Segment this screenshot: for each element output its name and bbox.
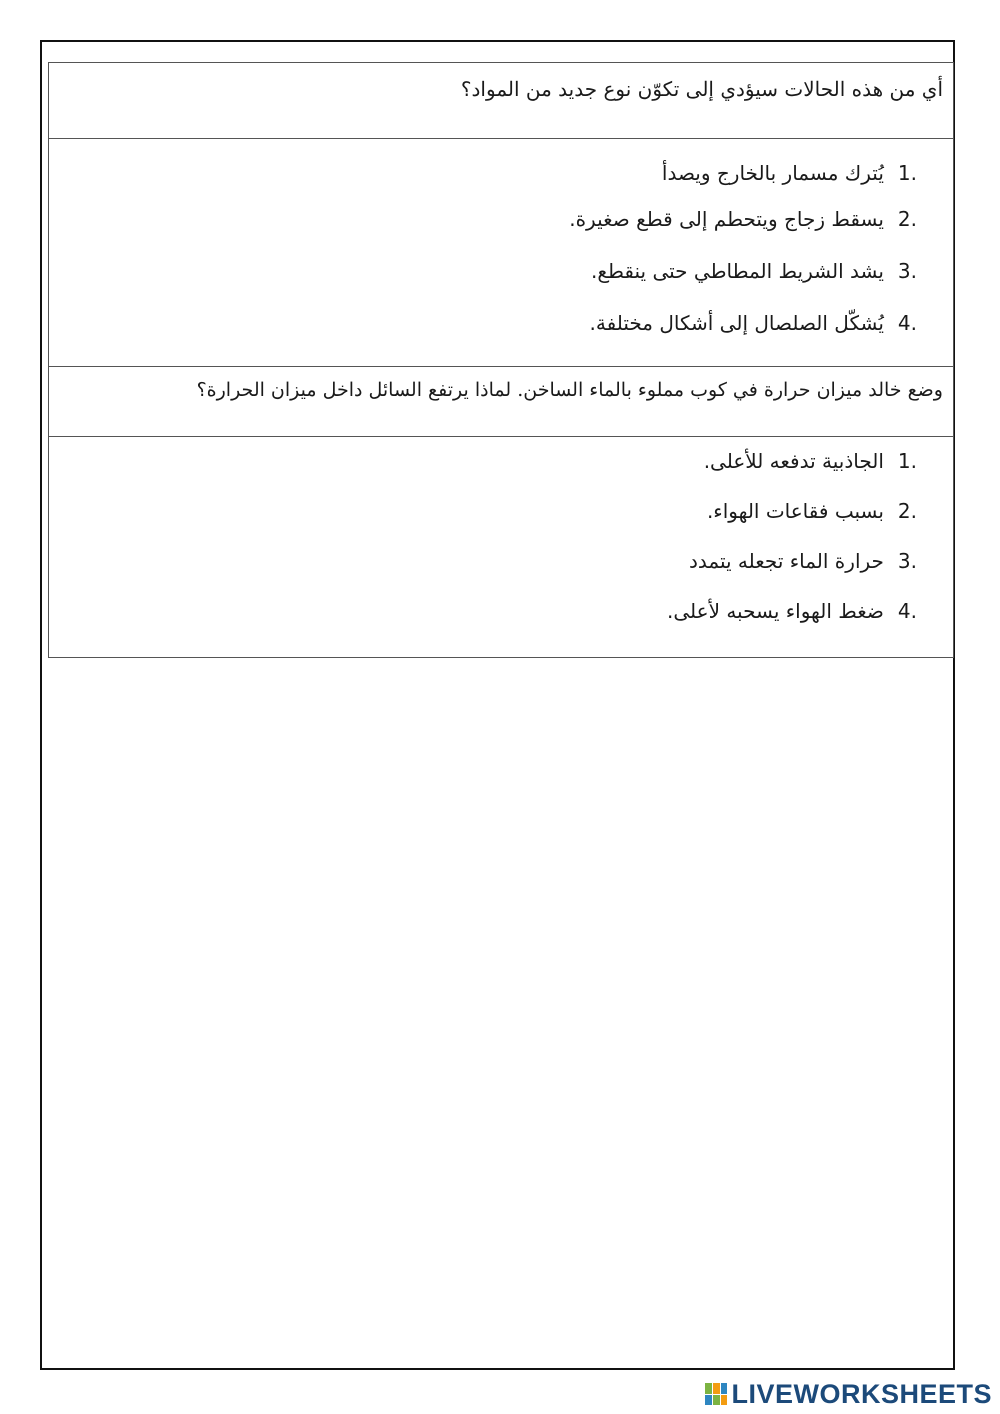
option-number: 4. — [897, 599, 917, 623]
question-1-text: أي من هذه الحالات سيؤدي إلى تكوّن نوع جديد من المواد؟ — [460, 77, 943, 101]
question-1-options — [48, 138, 954, 366]
option-label: الجاذبية تدفعه للأعلى. — [703, 449, 884, 473]
option-number: 1. — [897, 449, 917, 473]
option-label: حرارة الماء تجعله يتمدد — [688, 549, 884, 573]
question-1-box — [48, 62, 954, 138]
option-1-4[interactable] — [590, 311, 918, 335]
logo-text: LIVEWORKSHEETS — [731, 1378, 992, 1409]
option-label: بسبب فقاعات الهواء. — [706, 499, 884, 523]
option-1-1[interactable] — [662, 161, 917, 185]
liveworksheets-logo[interactable] — [705, 1378, 992, 1410]
option-2-1[interactable] — [704, 449, 917, 473]
option-1-3[interactable] — [591, 259, 917, 283]
liveworksheets-icon — [705, 1383, 727, 1405]
option-2-2[interactable] — [707, 499, 917, 523]
option-label: يُشكّل الصلصال إلى أشكال مختلفة. — [589, 311, 884, 335]
option-label: ضغط الهواء يسحبه لأعلى. — [666, 599, 884, 623]
question-2-box — [48, 366, 954, 436]
option-1-2[interactable] — [569, 207, 917, 231]
option-number: 3. — [897, 259, 917, 283]
option-label: يشد الشريط المطاطي حتى ينقطع. — [590, 259, 884, 283]
question-2-options — [48, 436, 954, 658]
option-number: 2. — [897, 499, 917, 523]
option-number: 4. — [897, 311, 917, 335]
option-2-3[interactable] — [689, 549, 917, 573]
worksheet-page — [40, 40, 955, 1370]
option-number: 3. — [897, 549, 917, 573]
option-number: 1. — [897, 161, 917, 185]
option-label: يُترك مسمار بالخارج ويصدأ — [661, 161, 884, 185]
option-number: 2. — [897, 207, 917, 231]
option-2-4[interactable] — [667, 599, 917, 623]
question-2-text: وضع خالد ميزان حرارة في كوب مملوء بالماء الساخن. لماذا يرتفع السائل داخل ميزان الحرارة؟ — [196, 379, 943, 401]
option-label: يسقط زجاج ويتحطم إلى قطع صغيرة. — [569, 207, 884, 231]
